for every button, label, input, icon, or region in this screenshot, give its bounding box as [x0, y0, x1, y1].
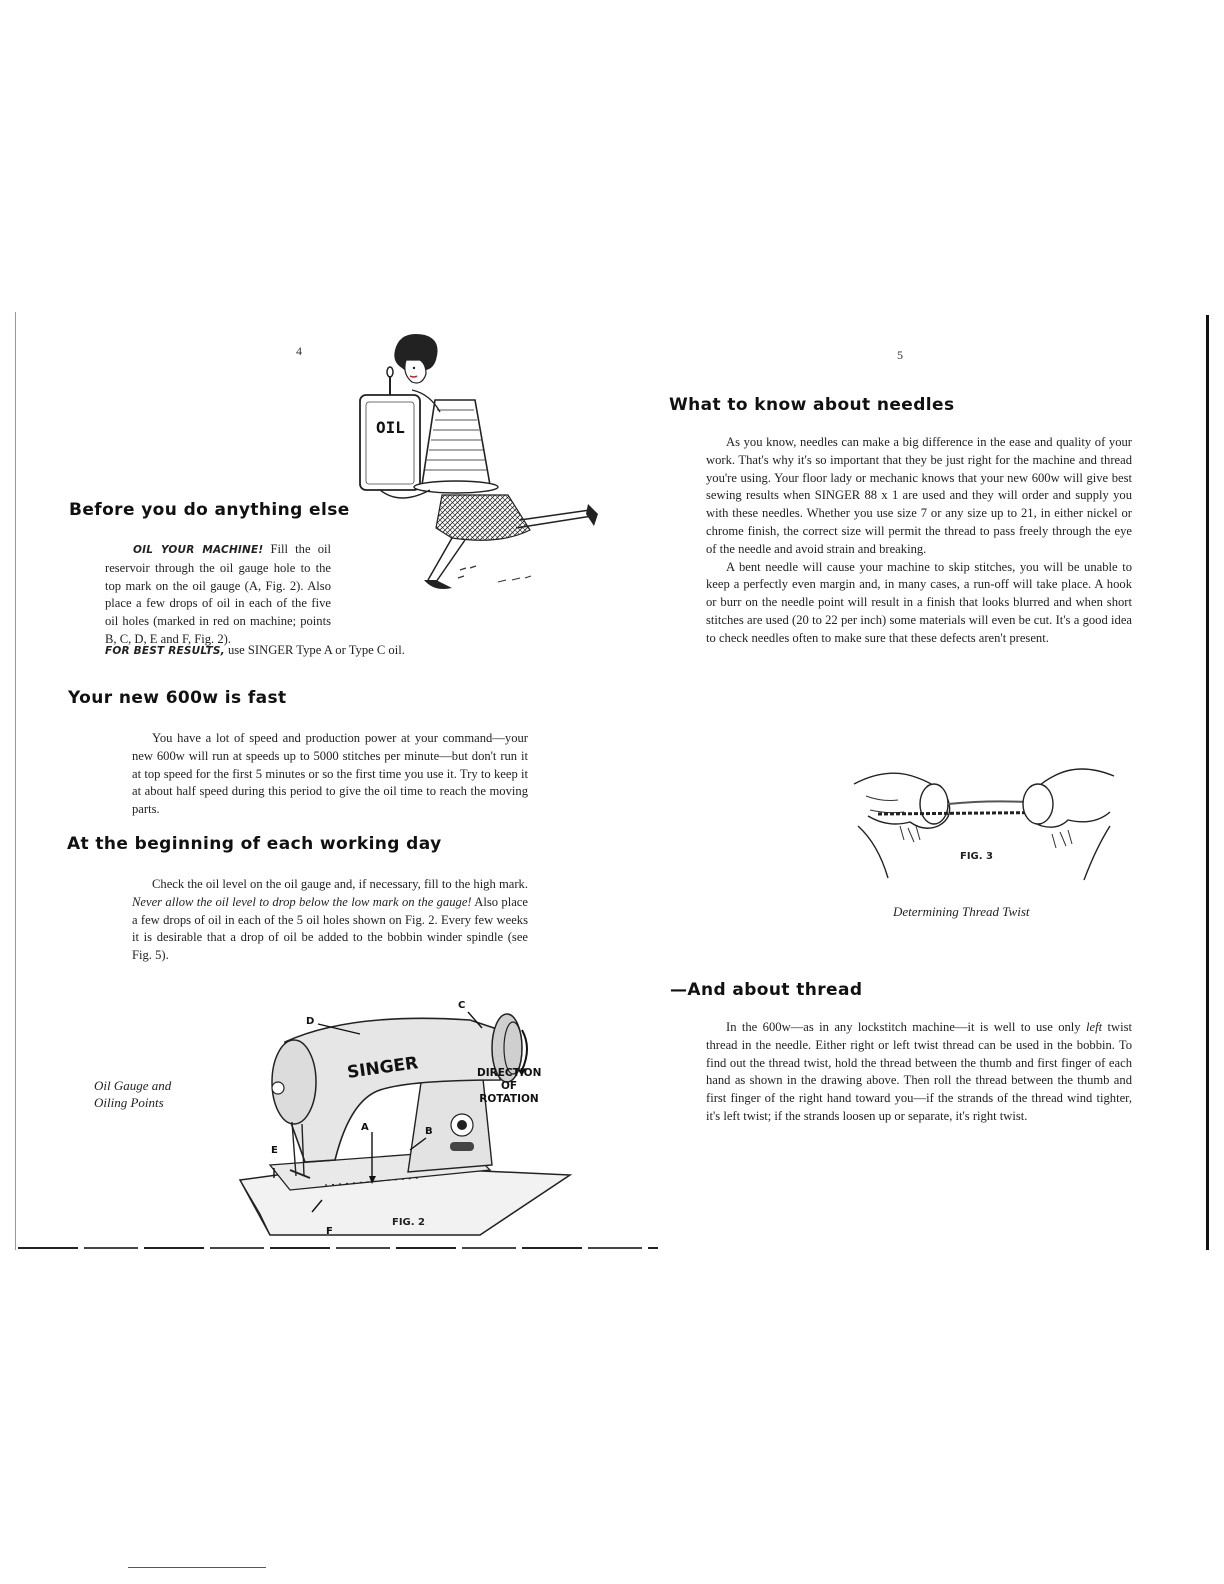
- direction-of-rotation-label: DIRECTION OF ROTATION: [477, 1067, 542, 1105]
- heading-600w-fast: Your new 600w is fast: [68, 688, 287, 708]
- needles-para-2: A bent needle will cause your machine to skip stitches, you will be unable to keep a perfectly even margin and, in many cases, a run-off will take place. A hook or burr on the needle point will result in a finish that looks blurred and when short stitches are used (20 to 22 per inch) some materials will even be cut. It's a good idea to check needles often to make sure that these defects aren't present.: [706, 559, 1132, 645]
- fig3-caption: Determining Thread Twist: [893, 904, 1030, 919]
- footer-link-underline: [128, 1567, 266, 1568]
- left-edge-line: [15, 312, 16, 1250]
- oil-text: Fill the oil reservoir through the oil gauge hole to the top mark on the oil gauge (A, Fig. 2). Also place a few drops of oil in each of the five oil holes (marked in red on machine; points B, C, D, E and F, Fig. 2).: [105, 542, 331, 646]
- thread-left-italic: left: [1086, 1020, 1103, 1034]
- heading-before-anything: Before you do anything else: [69, 500, 350, 520]
- oil-lead: OIL YOUR MACHINE!: [133, 544, 264, 556]
- oil-woman-illustration: [340, 330, 612, 595]
- page-number-left: 4: [296, 344, 302, 358]
- point-f-label: F: [326, 1226, 333, 1237]
- bottom-edge-line: [18, 1247, 658, 1249]
- point-d-label: D: [306, 1016, 315, 1027]
- point-a-label: A: [361, 1122, 369, 1133]
- page-number-right: 5: [897, 348, 903, 362]
- heading-needles: What to know about needles: [669, 395, 955, 415]
- singer-brand: SINGER: [345, 1053, 420, 1083]
- working-day-paragraph: [132, 876, 528, 965]
- thread-twist-figure: [848, 756, 1120, 884]
- point-e-label: E: [271, 1145, 278, 1156]
- heading-working-day: At the beginning of each working day: [67, 834, 442, 854]
- point-c-label: C: [458, 1000, 466, 1011]
- fast-text: You have a lot of speed and production power at your command—your new 600w will run at speeds up to 5000 stitches per minute—but don't run it at top speed for the first 5 minutes or so the first time you use it. Try to keep it at about half speed during this period to give the oil time to reach the moving parts.: [132, 731, 528, 817]
- needles-para-1: As you know, needles can make a big difference in the ease and quality of your work. That's why it's so important that they be just right for the machine and thread you're using. Your floor lady or mechanic knows that your new 600w will give best sewing results when SINGER 88 x 1 are used and they will order and supply you with these needles. Whether you use size 7 or any size up to 21, in either nickel or chrome finish, the correct size will permit the thread to pass freely through the eye of the needle and avoid strain and breaking.: [706, 435, 1132, 556]
- best-results-line: [105, 642, 455, 661]
- thread-text-b: twist thread in the needle. Either right or left twist thread can be used in the bobbin. To find out the thread twist, hold the thread between the thumb and first finger of each hand as shown in the drawing above. Then roll the thread between the thumb and first finger of the right hand toward you—if the strands of the thread wind tighter, it's left twist; if the strands loosen up or separate, it's right twist.: [706, 1020, 1132, 1123]
- sewing-machine-figure: [230, 1000, 580, 1245]
- working-day-text-a: Check the oil level on the oil gauge and, if necessary, fill to the high mark.: [152, 877, 528, 891]
- fast-paragraph: [132, 730, 528, 819]
- fig3-label: FIG. 3: [960, 851, 993, 862]
- working-day-text-b: Also place a few drops of oil in each of the 5 oil holes shown on Fig. 2. Every few weeks it is desirable that a drop of oil be added to the bobbin winder spindle (see Fig. 5).: [132, 894, 528, 963]
- best-results-text: use SINGER Type A or Type C oil.: [227, 643, 405, 657]
- oil-instructions-paragraph: [105, 541, 331, 649]
- oil-can-label: OIL: [376, 418, 405, 437]
- thread-text-a: In the 600w—as in any lockstitch machine—it is well to use only: [726, 1020, 1081, 1034]
- right-edge-line: [1206, 315, 1209, 1250]
- fig2-caption: Oil Gauge and Oiling Points: [94, 1078, 172, 1110]
- heading-about-thread: —And about thread: [670, 980, 863, 1000]
- fig2-label: FIG. 2: [392, 1217, 425, 1228]
- thread-paragraph: [706, 1019, 1132, 1126]
- working-day-warning: Never allow the oil level to drop below the low mark on the gauge!: [132, 894, 472, 909]
- best-results-lead: FOR BEST RESULTS,: [105, 645, 225, 657]
- needles-paragraphs: [706, 434, 1132, 648]
- point-b-label: B: [425, 1126, 433, 1137]
